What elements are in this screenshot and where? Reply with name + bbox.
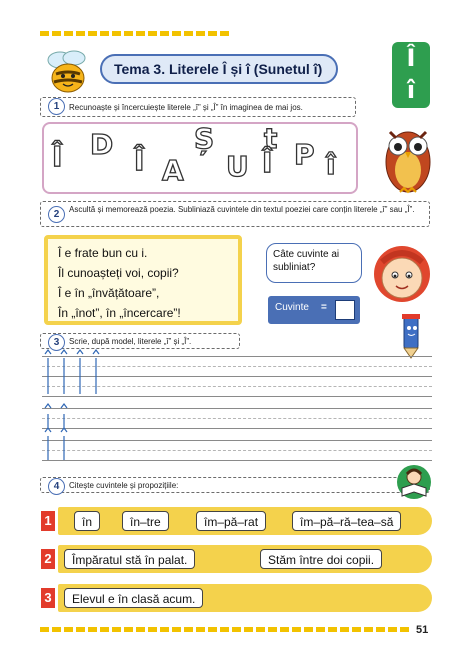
writing-line xyxy=(42,408,432,409)
reading-sentence: Elevul e în clasă acum. xyxy=(64,588,203,608)
poem-line: Î e în „învățătoare”, xyxy=(58,286,160,300)
top-stripe xyxy=(40,31,230,36)
letter-badge-upper: Î xyxy=(406,44,416,72)
letter-badge xyxy=(392,42,430,108)
writing-line xyxy=(42,386,432,387)
girl-illustration xyxy=(368,238,436,310)
task2-number: 2 xyxy=(48,206,65,223)
bottom-stripe xyxy=(40,627,410,632)
task3-instruction-box xyxy=(40,333,240,349)
hidden-letter[interactable]: Î xyxy=(134,144,145,177)
hidden-letter[interactable]: A xyxy=(162,154,184,187)
writing-line xyxy=(42,396,432,397)
task4-instruction: Citește cuvintele și propozițiile: xyxy=(69,481,179,490)
writing-line xyxy=(42,450,432,451)
word-count-label: Cuvinte xyxy=(275,302,309,313)
hidden-letter[interactable]: P xyxy=(294,138,315,171)
hidden-letter[interactable]: Î xyxy=(262,146,273,179)
page-title: Tema 3. Literele Î și î (Sunetul î) xyxy=(114,61,323,77)
writing-line xyxy=(42,366,432,367)
task3-number: 3 xyxy=(48,334,65,351)
bee-illustration xyxy=(38,46,100,96)
hidden-letter[interactable]: t xyxy=(264,122,278,155)
hidden-letter[interactable]: Î xyxy=(52,140,63,173)
writing-line xyxy=(42,356,432,357)
writing-line xyxy=(42,376,432,377)
title-pill xyxy=(100,54,338,84)
page-number: 51 xyxy=(416,624,429,636)
poem-line: În „înot”, în „încercare”! xyxy=(58,306,181,320)
pencil-illustration xyxy=(396,312,432,360)
reading-child-illustration xyxy=(396,464,432,500)
task3-instruction: Scrie, după model, literele „î” și „Î”. xyxy=(69,337,192,346)
writing-line xyxy=(42,428,432,429)
task2-instruction: Ascultă și memorează poezia. Subliniază cuvintele din textul poeziei care conțin literele „î” sau „Î”. xyxy=(69,205,415,214)
letter-badge-lower: î xyxy=(406,76,416,104)
task1-number: 1 xyxy=(48,98,65,115)
word-count-input[interactable] xyxy=(335,300,355,320)
question-bubble xyxy=(266,243,362,283)
model-traces xyxy=(40,348,100,468)
reading-word: îm–pă–ră–tea–să xyxy=(292,511,401,531)
writing-line xyxy=(42,460,432,461)
task4-instruction-box xyxy=(40,477,430,493)
poem-line: Îl cunoașteți voi, copii? xyxy=(58,266,179,280)
reading-sentence: Stăm între doi copii. xyxy=(260,549,382,569)
reading-word: în–tre xyxy=(122,511,169,531)
letter-search-box xyxy=(42,122,358,194)
question-bubble-text: Câte cuvinte ai subliniat? xyxy=(273,249,340,273)
task1-instruction: Recunoaște și încercuiește literele „î” și „Î” în imaginea de mai jos. xyxy=(69,103,303,112)
task2-instruction-box xyxy=(40,201,430,227)
hidden-letter[interactable]: U xyxy=(226,150,249,183)
reading-row-number: 2 xyxy=(41,549,55,569)
poem-line: Î e frate bun cu i. xyxy=(58,246,148,260)
task4-number: 4 xyxy=(48,478,65,495)
reading-sentence: Împăratul stă în palat. xyxy=(64,549,195,569)
poem-box xyxy=(44,235,242,325)
reading-row-number: 3 xyxy=(41,588,55,608)
writing-line xyxy=(42,440,432,441)
word-count-box xyxy=(268,296,360,324)
reading-word: în xyxy=(74,511,100,531)
writing-line xyxy=(42,418,432,419)
hidden-letter[interactable]: Ș xyxy=(194,122,215,155)
word-count-sign: = xyxy=(321,302,327,313)
task1-instruction-box xyxy=(40,97,356,117)
owl-illustration xyxy=(380,118,436,196)
hidden-letter[interactable]: D xyxy=(90,128,114,161)
reading-word: îm–pă–rat xyxy=(196,511,266,531)
reading-row-number: 1 xyxy=(41,511,55,531)
hidden-letter[interactable]: î xyxy=(326,148,336,181)
